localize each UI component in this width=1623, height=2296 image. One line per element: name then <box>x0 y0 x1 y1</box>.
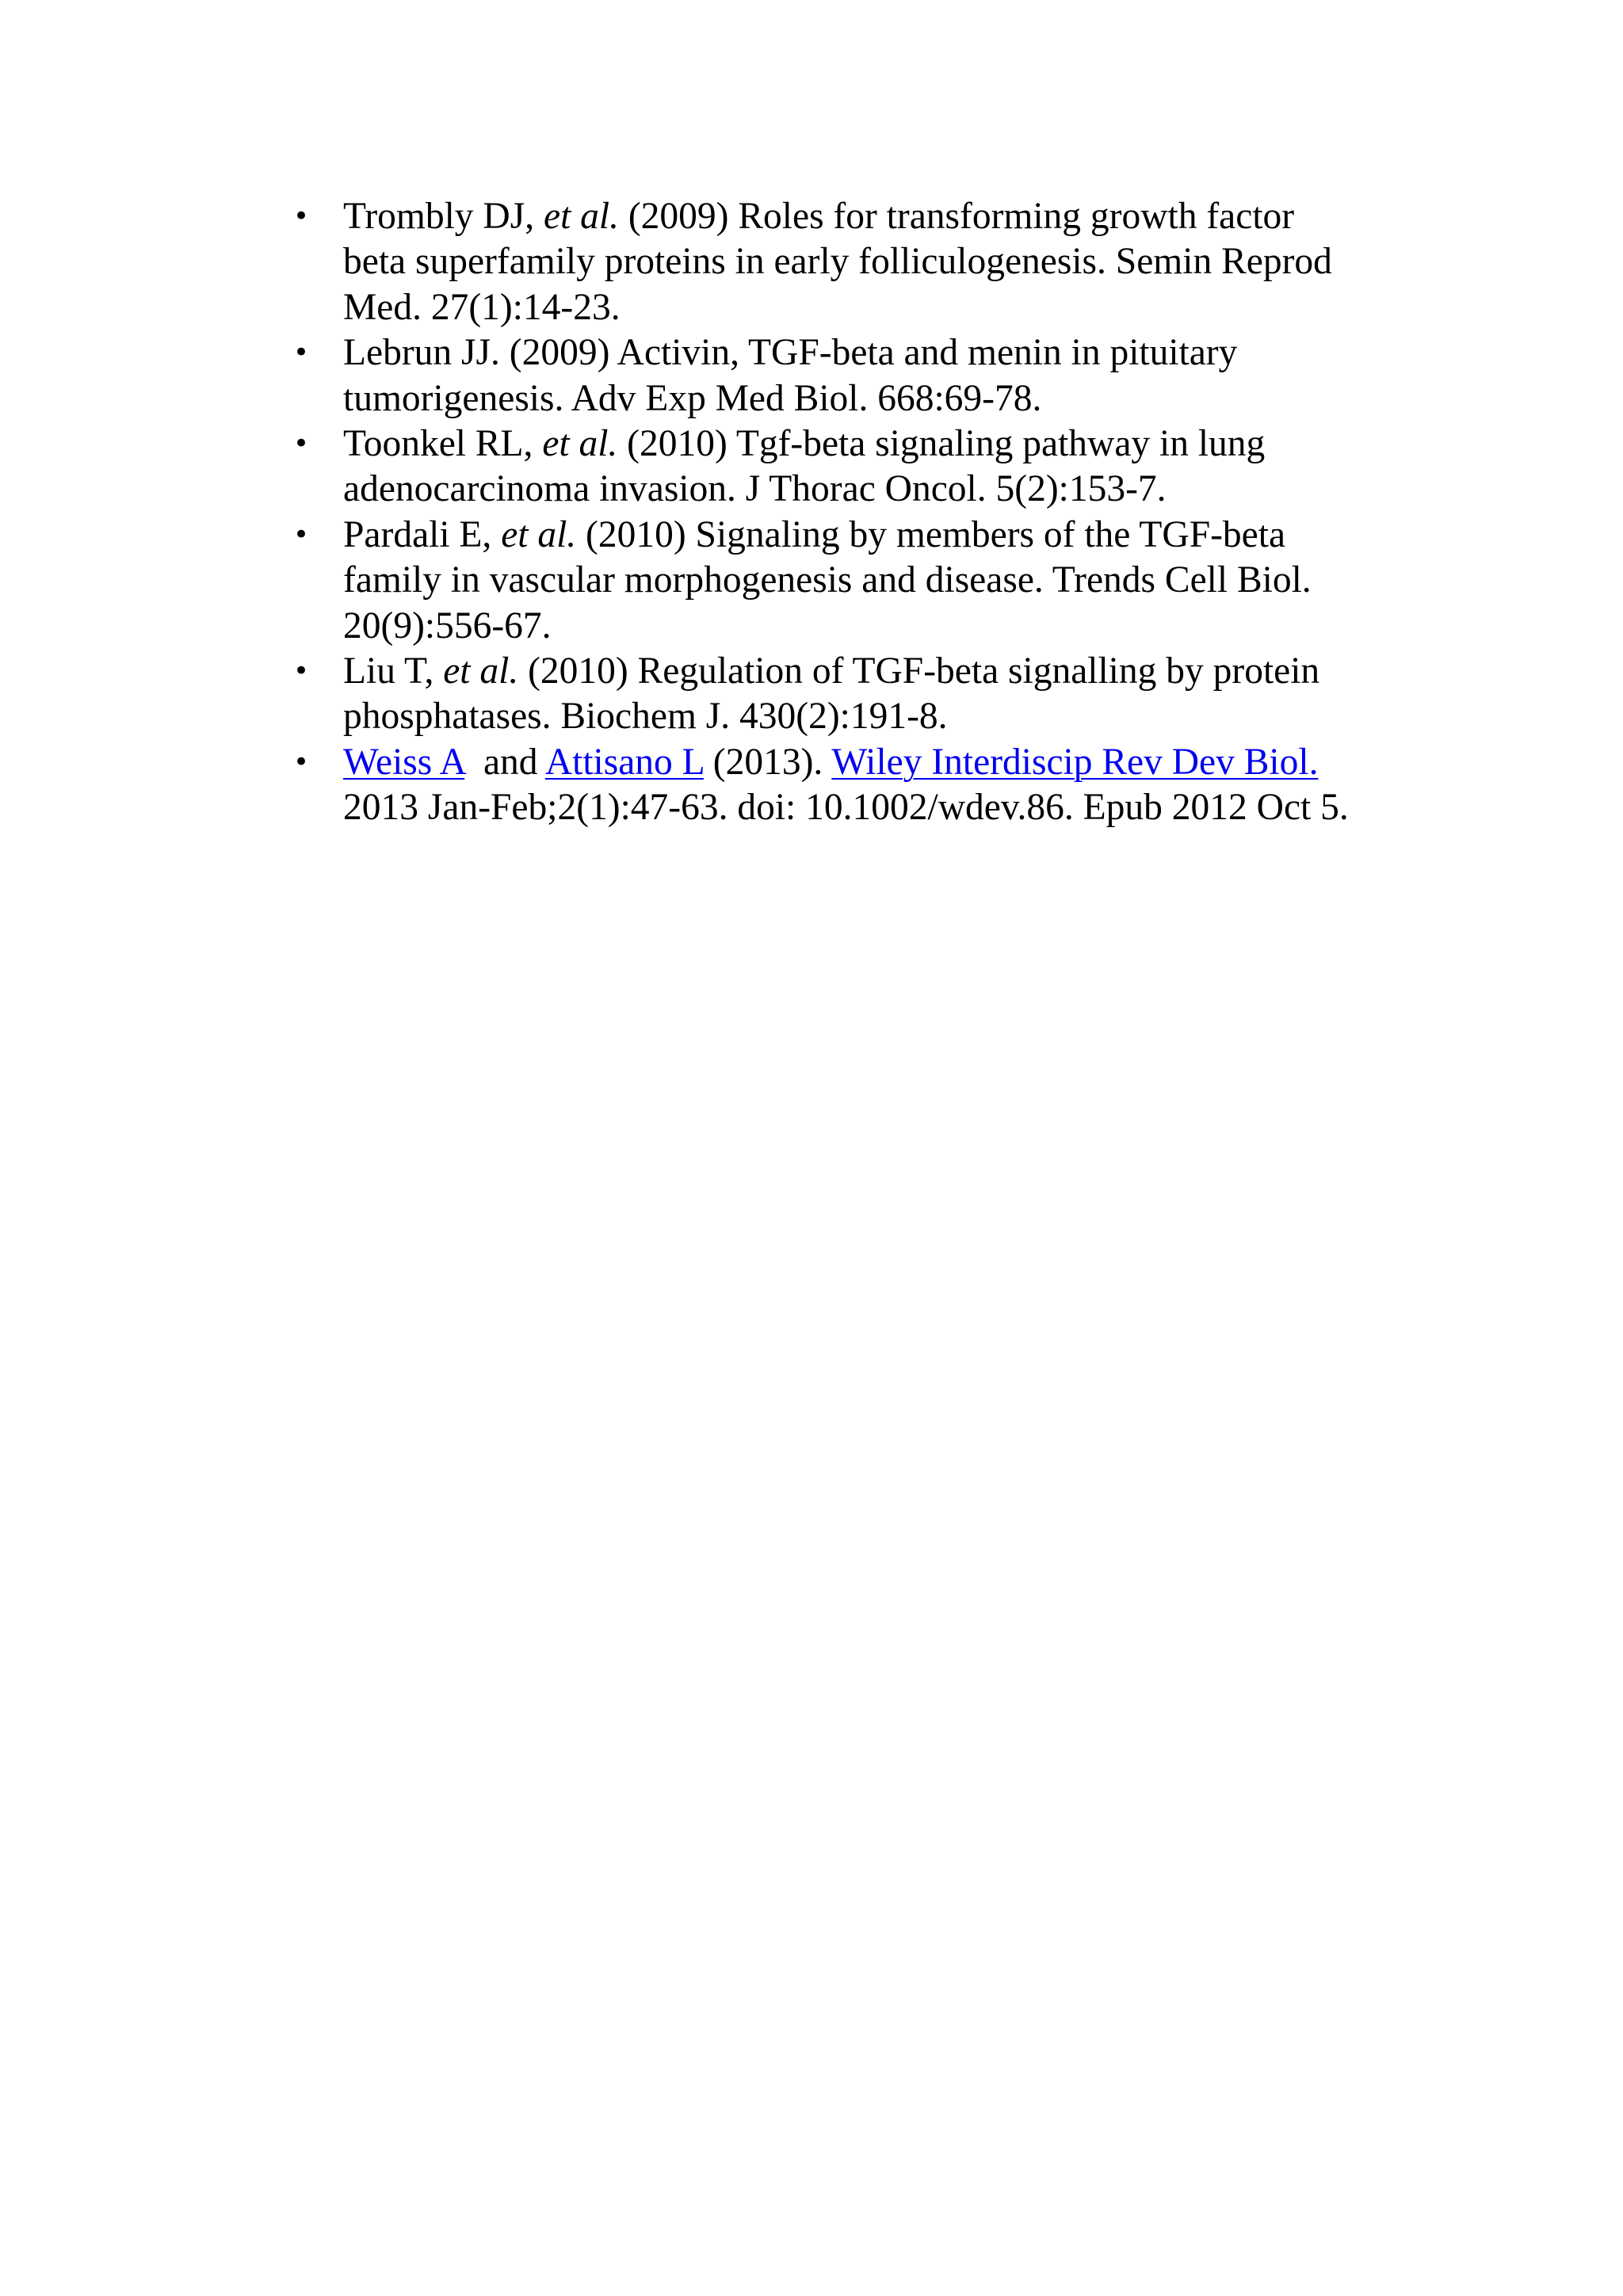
et-al-text: et al. <box>542 423 618 465</box>
reference-text: 20(9):556-67. <box>343 605 552 646</box>
reference-text: (2010) Tgf-beta signaling pathway in lung <box>617 423 1266 465</box>
reference-item <box>293 194 1387 330</box>
reference-link[interactable]: Wiley Interdiscip Rev Dev Biol. <box>831 741 1319 783</box>
bullet-icon: • <box>293 655 310 688</box>
et-al-text: et al. <box>543 196 619 237</box>
reference-item <box>293 513 1387 649</box>
reference-text: Liu T, <box>343 650 444 692</box>
reference-link[interactable]: Attisano L <box>544 741 704 783</box>
bullet-icon: • <box>293 746 310 778</box>
et-al-text: et al. <box>501 513 577 555</box>
reference-text: Lebrun JJ. (2009) Activin, TGF-beta and menin in pituitary <box>343 332 1238 374</box>
bullet-icon: • <box>293 337 310 369</box>
reference-text: tumorigenesis. Adv Exp Med Biol. 668:69-78. <box>343 377 1042 419</box>
reference-line <box>343 604 1387 649</box>
reference-link[interactable]: Weiss A <box>343 741 465 783</box>
reference-text: Trombly DJ, <box>343 196 544 237</box>
reference-text: beta superfamily proteins in early folliculogenesis. Semin Reprod <box>343 241 1332 283</box>
reference-list <box>293 194 1387 831</box>
reference-text: adenocarcinoma invasion. J Thorac Oncol. 5(2):153-7. <box>343 468 1167 510</box>
reference-line <box>343 694 1387 739</box>
reference-line <box>343 376 1387 421</box>
bullet-icon: • <box>293 518 310 551</box>
et-al-text: et al. <box>443 650 519 692</box>
reference-line <box>343 421 1387 467</box>
reference-text: phosphatases. Biochem J. 430(2):191-8. <box>343 696 948 738</box>
reference-line <box>343 513 1387 558</box>
reference-item <box>293 330 1387 421</box>
reference-text: Pardali E, <box>343 513 502 555</box>
reference-line <box>343 194 1387 239</box>
reference-text: Toonkel RL, <box>343 423 543 465</box>
reference-item <box>293 421 1387 513</box>
reference-item <box>293 649 1387 740</box>
reference-line <box>343 785 1387 830</box>
reference-line <box>343 467 1387 512</box>
reference-line <box>343 740 1387 785</box>
reference-text: (2013). <box>703 741 832 783</box>
reference-text: family in vascular morphogenesis and disease. Trends Cell Biol. <box>343 559 1312 601</box>
bullet-icon: • <box>293 200 310 232</box>
reference-line <box>343 239 1387 284</box>
reference-text: 2013 Jan-Feb;2(1):47-63. doi: 10.1002/wdev.86. Epub 2012 Oct 5. <box>343 787 1349 829</box>
reference-text: and <box>464 741 545 783</box>
reference-line <box>343 558 1387 603</box>
reference-line <box>343 285 1387 330</box>
reference-line <box>343 649 1387 694</box>
reference-text: (2010) Signaling by members of the TGF-beta <box>576 513 1286 555</box>
bullet-icon: • <box>293 428 310 460</box>
reference-line <box>343 330 1387 376</box>
reference-text: (2010) Regulation of TGF-beta signalling by protein <box>518 650 1320 692</box>
reference-item <box>293 740 1387 831</box>
reference-text: (2009) Roles for transforming growth factor <box>618 196 1295 237</box>
reference-text: Med. 27(1):14-23. <box>343 286 621 328</box>
